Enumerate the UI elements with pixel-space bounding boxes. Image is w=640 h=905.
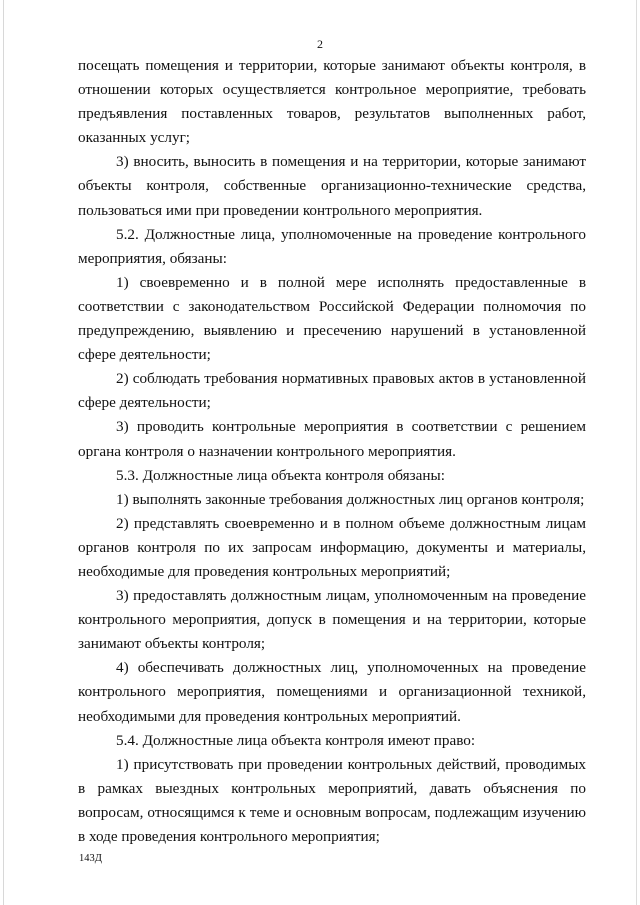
paragraph: 1) выполнять законные требования должностных лиц органов контроля;	[116, 490, 585, 508]
scan-edge-left	[3, 0, 4, 905]
paragraph: посещать помещения и территории, которые занимают объекты контроля, в отношении которых осуществляется контрольное мероприятие, требовать предъявления поставленных товаров, результатов выполненных работ, оказанных услуг;	[78, 57, 586, 147]
paragraph: 2) представлять своевременно и в полном объеме должностным лицам органов контроля по их запросам информацию, документы и материалы, необходимые для проведения контрольных мероприятий;	[78, 514, 586, 580]
page-number: 2	[317, 37, 323, 51]
paragraph: 5.3. Должностные лица объекта контроля обязаны:	[116, 466, 445, 484]
paragraph: 4) обеспечивать должностных лиц, уполномоченных на проведение контрольного мероприятия, помещениями и организационной техникой, необходимыми для проведения контрольных мероприятий.	[78, 659, 586, 725]
paragraph: 3) вносить, выносить в помещения и на территории, которые занимают объекты контроля, собственные организационно-технические средства, пользоваться ими при проведении контрольного мероприятия.	[78, 153, 586, 219]
paragraph: 3) проводить контрольные мероприятия в соответствии с решением органа контроля о назначении контрольного мероприятия.	[78, 418, 586, 460]
paragraph: 5.2. Должностные лица, уполномоченные на проведение контрольного мероприятия, обязаны:	[78, 225, 586, 267]
paragraph: 5.4. Должностные лица объекта контроля имеют право:	[116, 731, 476, 749]
document-code: 143Д	[79, 853, 102, 864]
paragraph: 3) предоставлять должностным лицам, уполномоченным на проведение контрольного мероприятия, допуск в помещения и на территории, которые занимают объекты контроля;	[78, 587, 586, 653]
paragraph: 1) присутствовать при проведении контрольных действий, проводимых в рамках выездных контрольных мероприятий, давать объяснения по вопросам, относящимся к теме и основным вопросам, подлежащим изучению в ходе проведения контрольного мероприятия;	[78, 755, 586, 845]
document-body	[78, 54, 586, 849]
paragraph: 2) соблюдать требования нормативных правовых актов в установленной сфере деятельности;	[78, 370, 586, 412]
paragraph: 1) своевременно и в полной мере исполнять предоставленные в соответствии с законодательством Российской Федерации полномочия по предупреждению, выявлению и пресечению нарушений в установленной сфере деятельности;	[78, 273, 586, 364]
scan-edge-right	[636, 0, 637, 905]
